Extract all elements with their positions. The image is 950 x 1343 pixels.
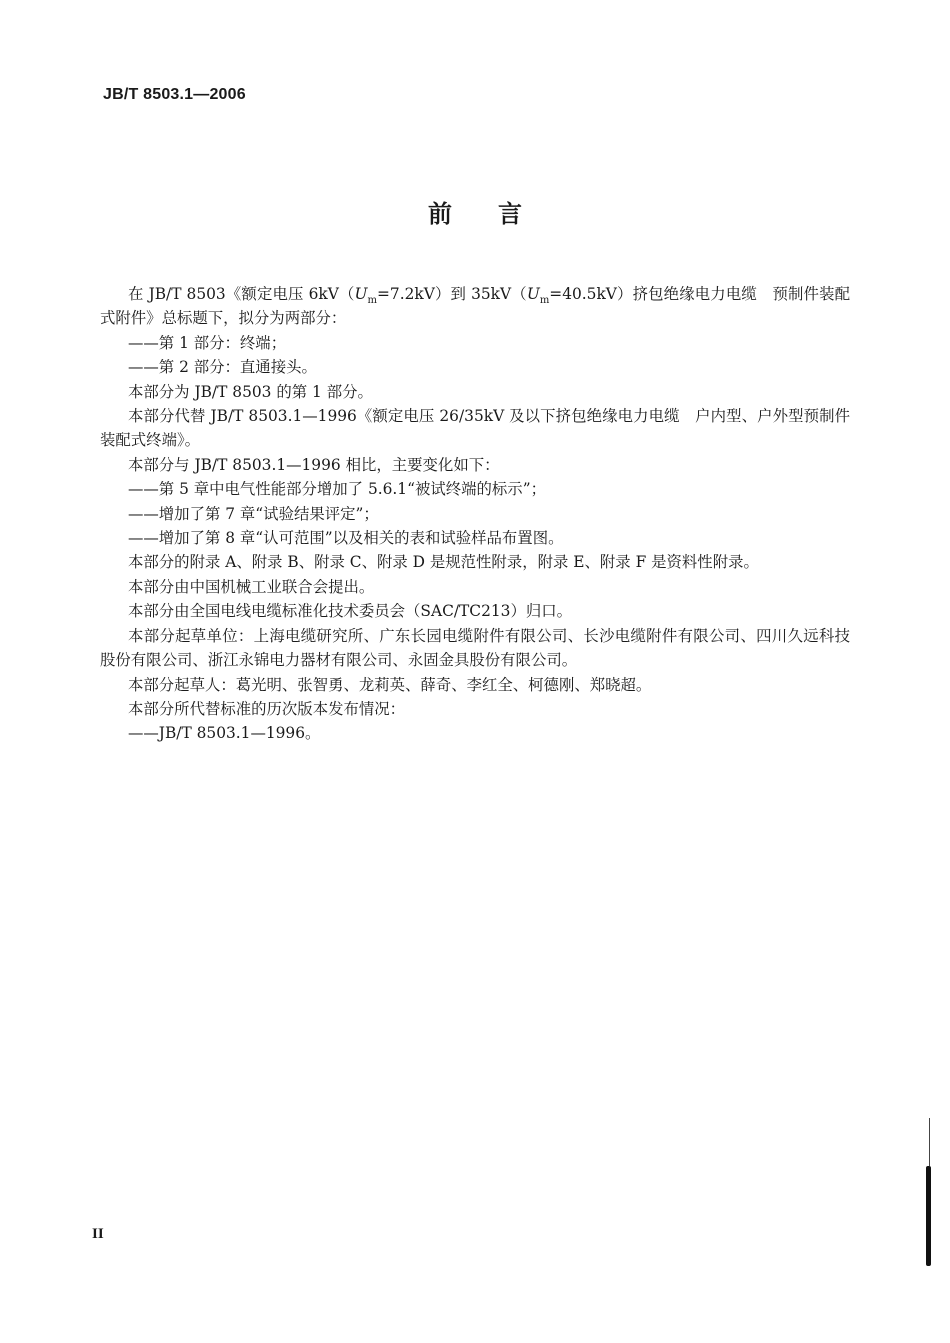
scan-artifact [929,1118,930,1166]
paragraph: 本部分起草人：葛光明、张智勇、龙莉英、薛奇、李红全、柯德刚、郑晓超。 [128,675,652,694]
scan-artifact [926,1166,931,1266]
list-item: ——JB/T 8503.1—1996。 [128,724,321,743]
paragraph-text: 在 JB/T 8503《额定电压 6kV（ [128,285,355,303]
paragraph: 本部分由全国电线电缆标准化技术委员会（SAC/TC213）归口。 [128,602,573,621]
paragraph-text: =40.5kV）挤包绝缘电力电缆 预制件装配式附件》总标题下，拟分为两部分： [100,285,851,328]
voltage-subscript: m [539,295,550,307]
paragraph: 本部分与 JB/T 8503.1—1996 相比，主要变化如下： [128,455,500,474]
paragraph: 本部分的附录 A、附录 B、附录 C、附录 D 是规范性附录，附录 E、附录 F 是资料性附录。 [128,553,759,572]
voltage-subscript: m [367,295,378,307]
paragraph-general-title [100,282,850,331]
page-title: 前言 [428,200,568,228]
list-item: ——增加了第 8 章“认可范围”以及相关的表和试验样品布置图。 [128,529,564,548]
paragraph: 本部分所代替标准的历次版本发布情况： [128,699,406,718]
voltage-symbol: U [354,285,368,303]
list-item: ——第 1 部分：终端； [128,333,287,352]
foreword-body [100,282,850,746]
list-item: ——第 5 章中电气性能部分增加了 5.6.1“被试终端的标示”； [128,480,546,499]
list-item: ——第 2 部分：直通接头。 [128,358,317,377]
paragraph: 本部分代替 JB/T 8503.1—1996《额定电压 26/35kV 及以下挤包绝缘电力电缆 户内型、户外型预制件装配式终端》。 [100,407,850,450]
paragraph-text: =7.2kV）到 35kV（ [377,285,527,303]
page-number: II [92,1226,104,1242]
paragraph: 本部分为 JB/T 8503 的第 1 部分。 [128,382,373,401]
paragraph: 本部分由中国机械工业联合会提出。 [128,577,375,596]
list-item: ——增加了第 7 章“试验结果评定”； [128,504,379,523]
standard-code: JB/T 8503.1—2006 [103,86,246,103]
paragraph: 本部分起草单位：上海电缆研究所、广东长园电缆附件有限公司、长沙电缆附件有限公司、四川久远科技股份有限公司、浙江永锦电力器材有限公司、永固金具股份有限公司。 [100,626,850,670]
voltage-symbol: U [526,285,540,303]
